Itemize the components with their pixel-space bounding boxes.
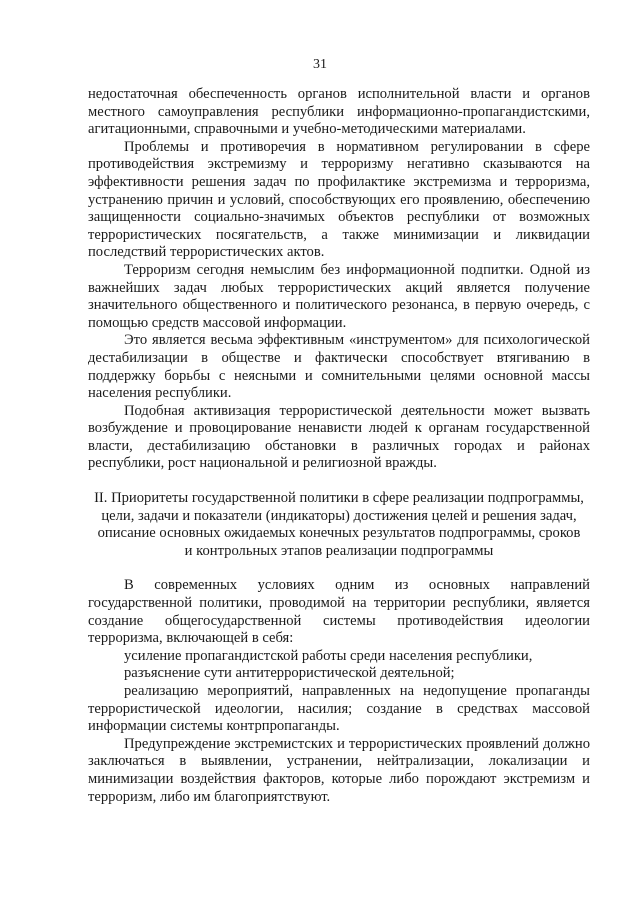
paragraph-psychological-destabilization: Это является весьма эффективным «инструментом» для психологической дестабилизации в обществе и фактически способствует втягиванию в поддержку борьбы с неясными и сомнительными целями основной массы населения республики. — [88, 332, 590, 402]
paragraph-continuation: недостаточная обеспеченность органов исполнительной власти и органов местного самоуправления республики информационно-пропагандистскими, агитационными, справочными и учебно-методическими материалами. — [88, 86, 590, 138]
list-item-explanation: разъяснение сути антитеррористической деятельной; — [124, 665, 455, 682]
paragraph-state-policy: В современных условиях одним из основных направлений государственной политики, проводимой на территории республики, является создание общегосударственной системы противодействия идеологии терроризма, включающей в себя: — [88, 577, 590, 647]
page-number: 31 — [313, 57, 327, 72]
paragraph-prevention: Предупреждение экстремистских и террористических проявлений должно заключаться в выявлении, устранении, нейтрализации, локализации и минимизации воздействия факторов, которые либо порождают экстремизм и терроризм, либо им благоприятствуют. — [88, 735, 590, 805]
list-item-measures: реализацию мероприятий, направленных на недопущение пропаганды террористической идеологии, насилия; создание в средствах массовой информации системы контрпропаганды. — [88, 683, 590, 735]
paragraph-regulation-problems: Проблемы и противоречия в нормативном регулировании в сфере противодействия экстремизму и терроризму негативно сказываются на эффективности решения задач по профилактике экстремизма и терроризма, устранению причин и условий, способствующих его проявлению, обеспечению защищенности социально-значимых объектов республики от возможных террористических посягательств, а также минимизации и ликвидации последствий террористических актов. — [88, 138, 590, 261]
section-heading: II. Приоритеты государственной политики в сфере реализации подпрограммы, цели, задачи и показатели (индикаторы) достижения целей и решения задач, описание основных ожидаемых конечных результатов подпрограммы, сроков и контрольных этапов реализации подпрограммы — [94, 490, 584, 559]
list-item-propaganda-work: усиление пропагандистской работы среди населения республики, — [124, 647, 533, 664]
paragraph-activation-consequences: Подобная активизация террористической деятельности может вызвать возбуждение и провоцирование ненависти людей к органам государственной власти, дестабилизацию обстановки в различных городах и районах республики, рост национальной и религиозной вражды. — [88, 402, 590, 472]
paragraph-information-support: Терроризм сегодня немыслим без информационной подпитки. Одной из важнейших задач любых террористических акций является получение значительного общественного и политического резонанса, в первую очередь, с помощью средств массовой информации. — [88, 261, 590, 331]
document-body — [88, 86, 590, 806]
